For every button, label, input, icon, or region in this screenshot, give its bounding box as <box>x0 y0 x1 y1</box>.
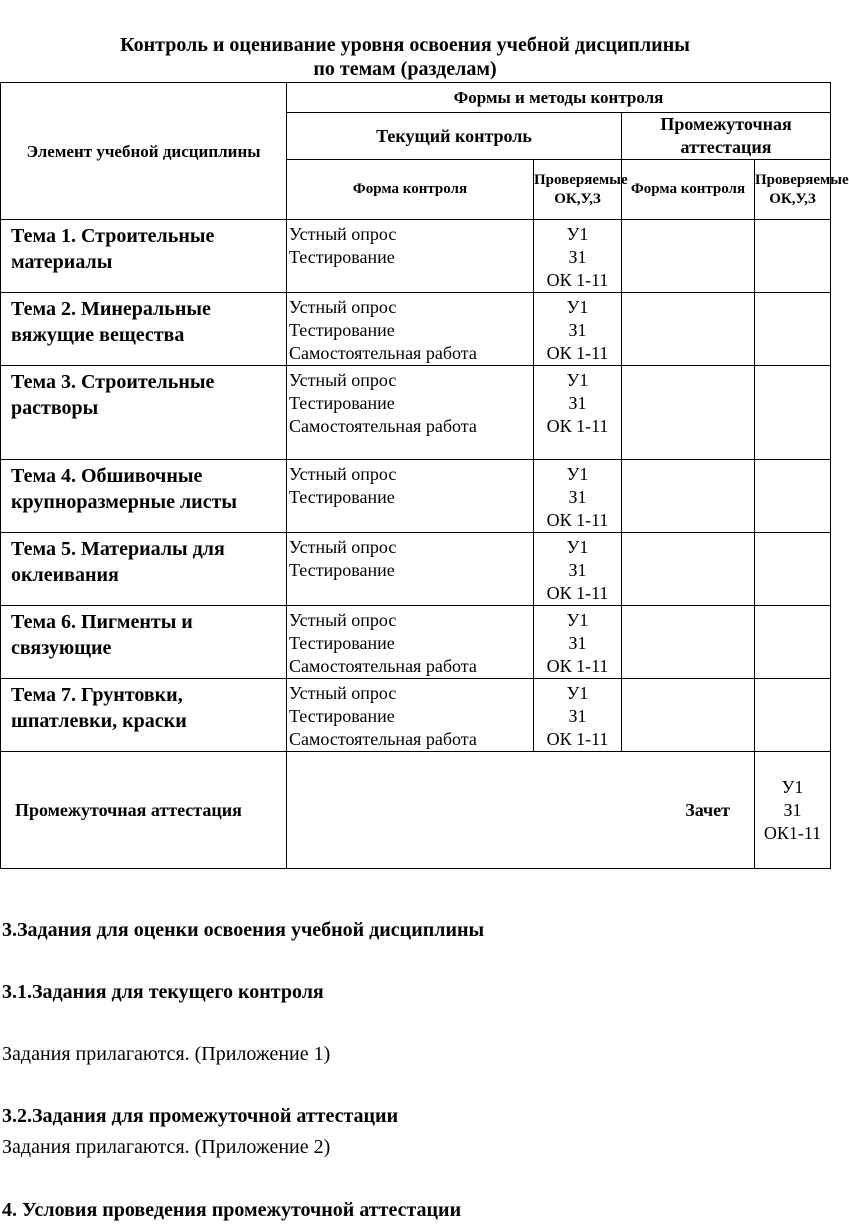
control-form-item: Тестирование <box>289 560 395 580</box>
checked-code: ОК 1-11 <box>546 416 609 436</box>
table-row <box>1 366 831 460</box>
control-form-item: Самостоятельная работа <box>289 343 477 363</box>
final-codes-cell <box>755 752 831 869</box>
control-form-item: Устный опрос <box>289 537 397 557</box>
section-4-heading: 4. Условия проведения промежуточной аттестации <box>2 1199 462 1221</box>
checked-code: У1 <box>566 537 589 557</box>
control-form-item: Тестирование <box>289 393 395 413</box>
control-form-item: Устный опрос <box>289 464 397 484</box>
section-3-1-heading: 3.1.Задания для текущего контроля <box>2 981 324 1003</box>
control-form-item: Устный опрос <box>289 224 397 244</box>
table-row <box>1 606 831 679</box>
section-3-2-text: Задания прилагаются. (Приложение 2) <box>2 1136 331 1158</box>
control-form-item: Тестирование <box>289 487 395 507</box>
inter-checked-cell <box>755 366 831 460</box>
checked-code: У1 <box>566 610 589 630</box>
control-table <box>0 82 849 869</box>
header-inter-checked: Проверяемые ОК,У,З <box>755 160 831 220</box>
control-form-item: Тестирование <box>289 320 395 340</box>
checked-code: ОК 1-11 <box>546 343 609 363</box>
table-row <box>1 220 831 293</box>
table-row <box>1 293 831 366</box>
control-form-item: Самостоятельная работа <box>289 416 477 436</box>
checked-code: З1 <box>568 560 587 580</box>
header-element: Элемент учебной дисциплины <box>1 83 287 220</box>
title-line-1: Контроль и оценивание уровня освоения учебной дисциплины <box>120 34 690 56</box>
checked-code: З1 <box>568 393 587 413</box>
inter-form-cell <box>622 679 755 752</box>
topic-cell: Тема 6. Пигменты и связующие <box>1 606 287 679</box>
control-form-item: Устный опрос <box>289 683 397 703</box>
final-code: ОК1-11 <box>763 822 822 843</box>
inter-form-cell <box>622 460 755 533</box>
inter-form-cell <box>622 293 755 366</box>
inter-checked-cell <box>755 679 831 752</box>
inter-checked-cell <box>755 220 831 293</box>
checked-code: З1 <box>568 320 587 340</box>
control-form-item: Тестирование <box>289 706 395 726</box>
control-form-item: Самостоятельная работа <box>289 656 477 676</box>
control-form-item: Устный опрос <box>289 370 397 390</box>
topic-cell: Тема 4. Обшивочные крупноразмерные листы <box>1 460 287 533</box>
inter-checked-cell <box>755 293 831 366</box>
checked-code: З1 <box>568 247 587 267</box>
control-forms-cell <box>287 460 534 533</box>
inter-form-cell <box>622 366 755 460</box>
checked-codes-cell <box>534 679 622 752</box>
header-intermediate: Промежуточная аттестация <box>622 113 831 160</box>
checked-codes-cell <box>534 606 622 679</box>
table-row <box>1 679 831 752</box>
header-current-control: Текущий контроль <box>287 113 622 160</box>
final-form-cell: Зачет <box>287 752 755 869</box>
topic-cell: Тема 5. Материалы для оклеивания <box>1 533 287 606</box>
control-forms-cell <box>287 606 534 679</box>
inter-checked-cell <box>755 606 831 679</box>
checked-codes-cell <box>534 366 622 460</box>
inter-form-cell <box>622 533 755 606</box>
section-3-1-text: Задания прилагаются. (Приложение 1) <box>2 1043 331 1065</box>
checked-code: З1 <box>568 633 587 653</box>
checked-code: З1 <box>568 487 587 507</box>
control-form-item: Устный опрос <box>289 610 397 630</box>
control-forms-cell <box>287 293 534 366</box>
header-current-checked: Проверяемые ОК,У,З <box>534 160 622 220</box>
document-title <box>0 33 816 81</box>
checked-code: З1 <box>568 706 587 726</box>
checked-code: У1 <box>566 464 589 484</box>
inter-checked-cell <box>755 460 831 533</box>
control-forms-cell <box>287 533 534 606</box>
control-forms-cell <box>287 679 534 752</box>
topic-cell: Тема 1. Строительные материалы <box>1 220 287 293</box>
checked-code: У1 <box>566 224 589 244</box>
checked-code: У1 <box>566 297 589 317</box>
topic-cell: Тема 7. Грунтовки, шпатлевки, краски <box>1 679 287 752</box>
title-line-2: по темам (разделам) <box>313 58 497 80</box>
control-forms-cell <box>287 366 534 460</box>
inter-form-cell <box>622 606 755 679</box>
checked-code: ОК 1-11 <box>546 583 609 603</box>
checked-codes-cell <box>534 460 622 533</box>
control-forms-cell <box>287 220 534 293</box>
topic-cell: Тема 2. Минеральные вяжущие вещества <box>1 293 287 366</box>
topic-cell: Тема 3. Строительные растворы <box>1 366 287 460</box>
checked-code: ОК 1-11 <box>546 729 609 749</box>
header-inter-form: Форма контроля <box>622 160 755 220</box>
header-current-form: Форма контроля <box>287 160 534 220</box>
inter-form-cell <box>622 220 755 293</box>
checked-code: ОК 1-11 <box>546 510 609 530</box>
final-code: З1 <box>783 799 802 820</box>
section-3-2-heading: 3.2.Задания для промежуточной аттестации <box>2 1105 399 1127</box>
checked-codes-cell <box>534 220 622 293</box>
control-form-item: Тестирование <box>289 633 395 653</box>
control-form-item: Тестирование <box>289 247 395 267</box>
header-forms-methods: Формы и методы контроля <box>287 83 831 113</box>
checked-code: ОК 1-11 <box>546 656 609 676</box>
control-form-item: Устный опрос <box>289 297 397 317</box>
inter-checked-cell <box>755 533 831 606</box>
table-row <box>1 460 831 533</box>
checked-codes-cell <box>534 293 622 366</box>
final-code: У1 <box>781 776 804 797</box>
table-row <box>1 533 831 606</box>
checked-code: У1 <box>566 683 589 703</box>
final-row <box>1 752 831 869</box>
control-form-item: Самостоятельная работа <box>289 729 477 749</box>
checked-codes-cell <box>534 533 622 606</box>
final-label-cell: Промежуточная аттестация <box>1 752 287 869</box>
checked-code: У1 <box>566 370 589 390</box>
checked-code: ОК 1-11 <box>546 270 609 290</box>
section-3-heading: 3.Задания для оценки освоения учебной дисциплины <box>2 919 485 941</box>
